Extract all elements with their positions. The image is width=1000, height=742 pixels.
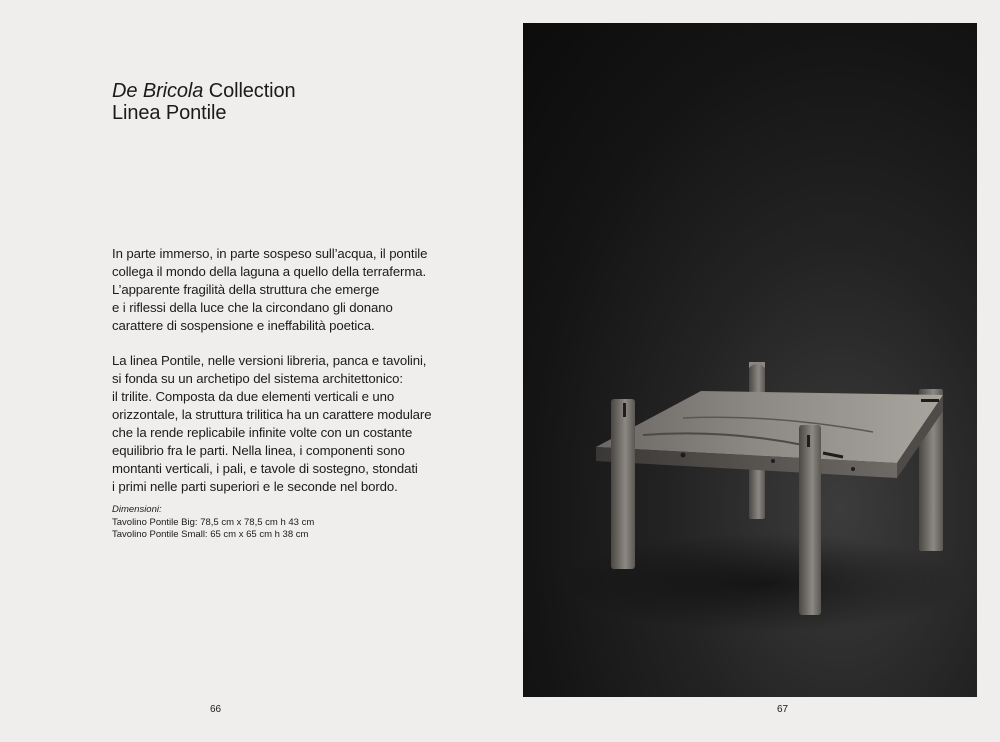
page-number-right: 67 [777, 704, 789, 715]
title-line-1 [112, 80, 296, 102]
paragraph-2 [112, 352, 472, 496]
text-line: L’apparente fragilità della struttura che emerge [112, 282, 380, 297]
text-line: orizzontale, la struttura trilitica ha un carattere modulare [112, 407, 432, 422]
text-line: che la rende replicabile infinite volte con un costante [112, 425, 413, 440]
front-left-leg [611, 399, 635, 569]
text-line: montanti verticali, i pali, e tavole di sostegno, stondati [112, 461, 418, 476]
right-page [500, 0, 1000, 742]
body-text [112, 245, 472, 513]
text-line: equilibrio fra le parti. Nella linea, i componenti sono [112, 443, 405, 458]
text-line: i primi nelle parti superiori e le seconde nel bordo. [112, 479, 398, 494]
collection-name: De Bricola [112, 80, 204, 102]
dimension-item: Tavolino Pontile Big: 78,5 cm x 78,5 cm h 43 cm [112, 516, 315, 528]
collection-word: Collection [208, 80, 296, 102]
text-line: il trilite. Composta da due elementi verticali e uno [112, 389, 395, 404]
title-block [112, 80, 296, 124]
text-line: carattere di sospensione e ineffabilità poetica. [112, 318, 375, 333]
table-illustration [523, 23, 977, 697]
paragraph-1 [112, 245, 472, 335]
front-right-leg [799, 425, 821, 615]
line-name: Linea Pontile [112, 102, 227, 124]
text-line: collega il mondo della laguna a quello della terraferma. [112, 264, 427, 279]
text-line: e i riflessi della luce che la circondano gli donano [112, 300, 393, 315]
table-photo [523, 23, 977, 697]
dimension-item: Tavolino Pontile Small: 65 cm x 65 cm h 38 cm [112, 529, 309, 540]
page-number-left: 66 [210, 704, 222, 715]
dimensions-block [112, 504, 314, 542]
text-line: si fonda su un archetipo del sistema architettonico: [112, 371, 403, 386]
text-line: In parte immerso, in parte sospeso sull’acqua, il pontile [112, 246, 428, 261]
dimensions-label: Dimensioni: [112, 504, 162, 515]
text-line: La linea Pontile, nelle versioni libreria, panca e tavolini, [112, 353, 427, 368]
